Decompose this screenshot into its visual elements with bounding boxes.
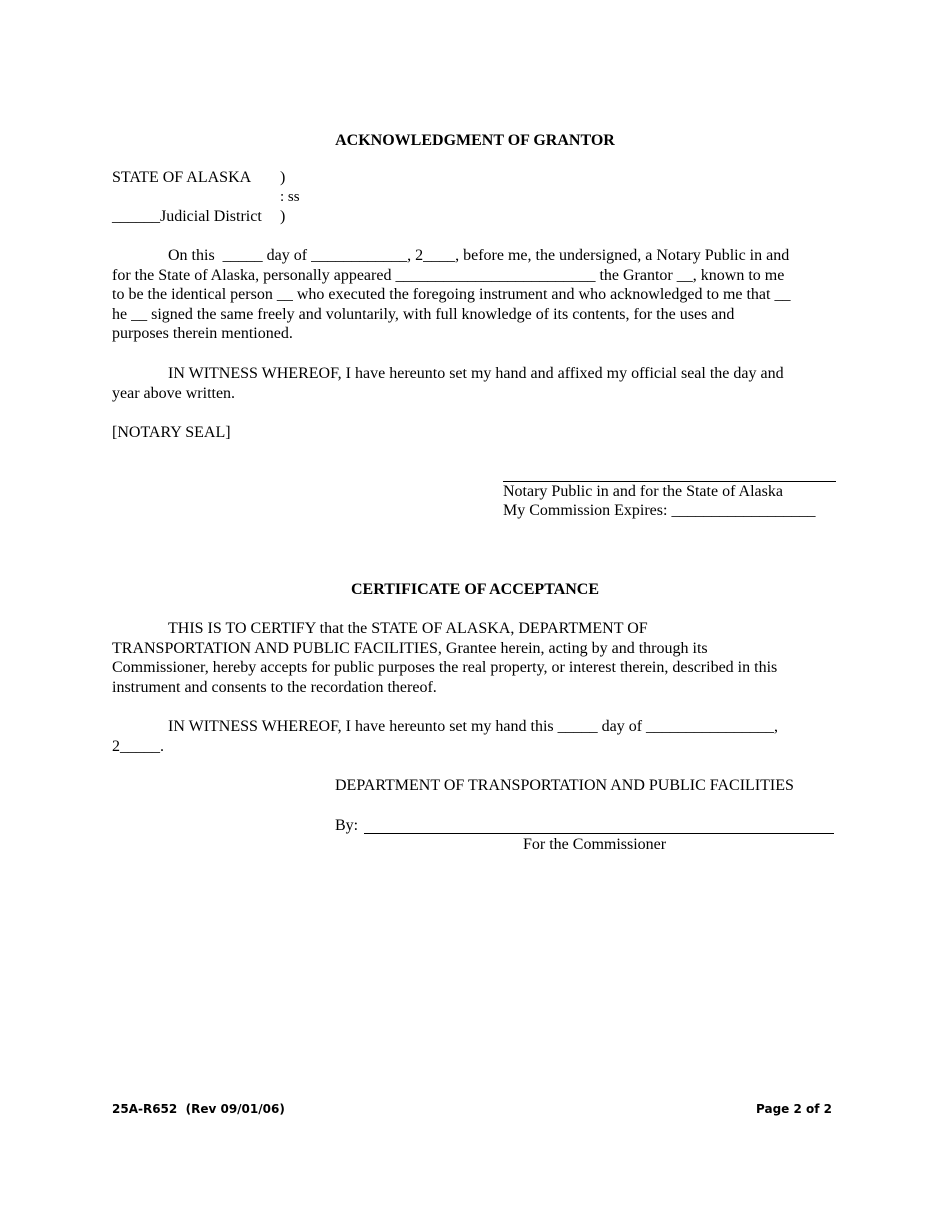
- text-line: THIS IS TO CERTIFY that the STATE OF ALASKA, DEPARTMENT OF: [168, 620, 648, 637]
- page-number: Page 2 of 2: [756, 1102, 832, 1116]
- venue-ss: : ss: [280, 189, 300, 205]
- venue-paren-2: ): [280, 208, 286, 225]
- department-name: DEPARTMENT OF TRANSPORTATION AND PUBLIC FACILITIES: [335, 777, 794, 794]
- for-commissioner: For the Commissioner: [523, 836, 667, 853]
- commissioner-signature-line[interactable]: [364, 833, 834, 834]
- certificate-title: CERTIFICATE OF ACCEPTANCE: [350, 581, 600, 598]
- venue-state: STATE OF ALASKA: [112, 169, 252, 186]
- text-line: he __ signed the same freely and voluntarily, with full knowledge of its contents, for the uses and: [112, 305, 735, 323]
- by-label: By:: [335, 817, 359, 834]
- commission-expires: My Commission Expires: __________________: [503, 502, 816, 519]
- notary-title: Notary Public in and for the State of Alaska: [503, 483, 783, 500]
- acknowledgment-title: ACKNOWLEDGMENT OF GRANTOR: [335, 132, 615, 149]
- notary-seal-placeholder: [NOTARY SEAL]: [112, 424, 231, 441]
- text-line: year above written.: [112, 384, 236, 402]
- witness-paragraph: [112, 364, 842, 403]
- venue-district: ______Judicial District: [112, 208, 262, 225]
- text-line: 2_____.: [112, 737, 164, 755]
- text-line: On this _____ day of ____________, 2____, before me, the undersigned, a Notary Public in and: [168, 247, 790, 264]
- certificate-witness-paragraph: [112, 717, 842, 756]
- text-line: purposes therein mentioned.: [112, 325, 293, 343]
- text-line: IN WITNESS WHEREOF, I have hereunto set my hand this _____ day of ________________,: [168, 718, 779, 735]
- form-number: 25A-R652 (Rev 09/01/06): [112, 1102, 285, 1116]
- text-line: IN WITNESS WHEREOF, I have hereunto set my hand and affixed my official seal the day and: [168, 365, 784, 382]
- text-line: for the State of Alaska, personally appeared _________________________ the Grantor __, known to me: [112, 266, 785, 284]
- text-line: instrument and consents to the recordation thereof.: [112, 678, 437, 696]
- acknowledgment-paragraph: [112, 246, 842, 344]
- venue-paren-1: ): [280, 169, 286, 186]
- text-line: TRANSPORTATION AND PUBLIC FACILITIES, Grantee herein, acting by and through its: [112, 639, 708, 657]
- text-line: Commissioner, hereby accepts for public purposes the real property, or interest therein, described in this: [112, 659, 778, 677]
- certificate-paragraph: [112, 619, 842, 697]
- text-line: to be the identical person __ who executed the foregoing instrument and who acknowledged to me that __: [112, 286, 791, 304]
